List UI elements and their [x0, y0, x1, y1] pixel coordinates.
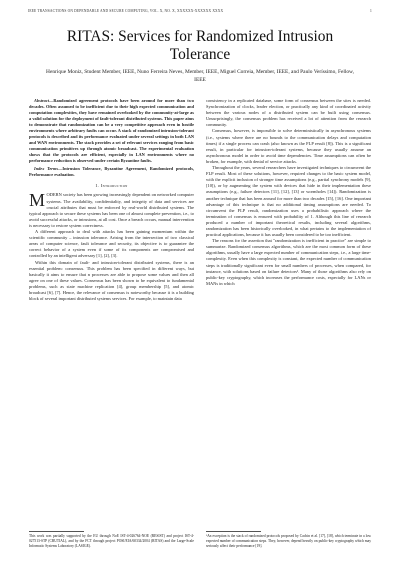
- right-paragraph-3: Throughout the years, several researchers have investigated techniques to circumvent the FLP result. Most of these solutions, however, required changes to the basic system model, with the explicit inclusion of stronger time assumptions (e.g., partial synchrony models [9], [10]), or by augmenting the system with devices that hide in their implementation these assumptions (e.g., failure detectors [11], [12], [13] or wormholes [14]). Randomization is another technique that has been around for more than two decades [15], [16]. One important advantage of this technique is that no additional timing assumptions are needed. To circumvent the FLP result, randomization uses a probabilistic approach where the termination of consensus is ensured with probability of 1. Although this line of research produced a number of important theoretical results, including several algorithms, randomization has been historically overlooked, in what pertains to the implementation of practical applications, because it has usually been considered to be too inefficient.: [206, 165, 371, 238]
- right-footnote-block: [206, 527, 371, 549]
- right-paragraph-1: consistency in a replicated database, some form of consensus between the sites is needed. Synchronization of clocks, leader election, or practically any kind of coordinated activity between the various nodes of a distributed system can be built using consensus. Unsurprisingly, the consensus problem has received a lot of attention from the research community.: [206, 98, 371, 128]
- funding-footnote: This work was partially supported by the EU through NoE IST-4-026764-NOE (RESIST) and project IST-4-027513-STP (CRUTIAL), and by the FCT through project POSI/EIA/60334/2004 (RITAS) and the Large-Scale Informatic Systems Laboratory (LASIGE).: [29, 534, 194, 548]
- index-terms: [29, 166, 194, 178]
- index-terms-label: Index Terms: [34, 166, 59, 172]
- right-paragraph-2: Consensus, however, is impossible to solve deterministically in asynchronous systems (i.e., systems where there are no bounds to the communication delays and computation times) if a single process can crash (also known as the FLP result [8]). This is a significant result, in particular for intrusion-tolerant systems, because they usually assume an asynchronous model in order to avoid time dependencies. Time assumptions can often be broken, for example, with denial of service attacks.: [206, 128, 371, 164]
- footnote-1: ¹An exception is the stack of randomized protocols proposed by Cachin et al. [17], [18], which terminate in a low expected number of communication steps. They, however, depend heavily on public-key cryptography which may seriously affect their performance [19].: [206, 534, 371, 548]
- intro-paragraph-3: Within this domain of fault- and intrusion-tolerant distributed systems, there is an essential problem: consensus. This problem has been specified in different ways, but basically it aims to ensure that n processes are able to propose some values and then all agree on one of these values. Consensus has been shown to be equivalent to fundamental problems, such as state machine replication [4], group membership [5], and atomic broadcast [6], [7]. Hence, the relevance of consensus is noteworthy because it is a building block of several important distributed systems services. For example, to maintain data: [29, 259, 194, 302]
- left-column: [29, 98, 194, 302]
- footnote-rule-right: [206, 531, 261, 532]
- intro-paragraph-1-text: ODERN society has been growing increasingly dependent on networked computer systems. The availability, confidentiality, and integrity of data and services are crucial attributes that must be enforced by real-world distributed systems. The typical approach to secure these systems has been one of almost complete prevention, i.e., to avoid successful attacks, or intrusions, at all cost. Once a breach occurs, manual intervention is necessary to restore system correctness.: [29, 192, 194, 228]
- left-footnote-block: [29, 527, 194, 549]
- running-header: [28, 9, 372, 13]
- drop-cap: M: [29, 190, 46, 211]
- index-terms-text: —Intrusion Tolerance, Byzantine Agreement, Randomized protocols, Performance evaluation.: [29, 166, 194, 178]
- paper-title: RITAS: Services for Randomized Intrusion Tolerance: [66, 28, 334, 63]
- intro-paragraph-2: A different approach to deal with attacks has been gaining momentum within the scientific community – intrusion tolerance. Arising from the intersection of two classical areas of computer science, fault tolerance and security, its objective is to guarantee the correct behavior of a system even if some of its components are compromised and controlled by an intelligent adversary [1], [2], [3].: [29, 229, 194, 259]
- abstract-text: —Randomized agreement protocols have been around for more than two decades. Often assumed to be inefficient due to their high expected communication and computation complexities, they have remained overlooked by the community-at-large as a valid solution for the deployment of fault-tolerant distributed systems. This paper aims to demonstrate that randomization can be a very competitive approach even in hostile environments where arbitrary faults can occur. A stack of randomized intrusion-tolerant protocols is described and its performance evaluated under several settings in both LAN and WAN environments. The stack provides a set of relevant services ranging from basic communication primitives up through atomic broadcast. The experimental evaluation shows that the protocols are efficient, especially in LAN environments where no performance reduction is observed under certain Byzantine faults.: [29, 98, 194, 163]
- abstract-label: Abstract: [34, 98, 49, 103]
- abstract: [29, 98, 194, 163]
- right-column: [206, 98, 371, 287]
- intro-paragraph-1: [29, 192, 194, 229]
- section-heading-introduction: 1. Introduction: [95, 183, 128, 189]
- footnote-rule-left: [29, 531, 84, 532]
- right-paragraph-4: The reasons for the assertion that "randomization is inefficient in practice" are simple to summarize. Randomized consensus algorithms, which are the most common form of these algorithms, usually have a large expected number of communication steps, i.e., a large time-complexity. Even when this complexity is constant, the expected number of communication steps is traditionally significant even for small numbers of processes, when compared, for instance, with solutions based on failure detectors¹. Many of those algorithms also rely on public-key cryptography, which increases the performance costs, especially for LANs or MANs in which: [206, 238, 371, 286]
- author-list: Henrique Moniz, Student Member, IEEE, Nuno Ferreira Neves, Member, IEEE, Miguel Correia, Member, IEEE, and Paulo Veríssimo, Fellow, IEEE: [46, 69, 354, 83]
- journal-header: IEEE TRANSACTIONS ON DEPENDABLE AND SECURE COMPUTING, VOL. X, NO. X, XXXXXX-XXXXXX XXXX: [28, 9, 224, 13]
- page-number: 1: [370, 9, 372, 13]
